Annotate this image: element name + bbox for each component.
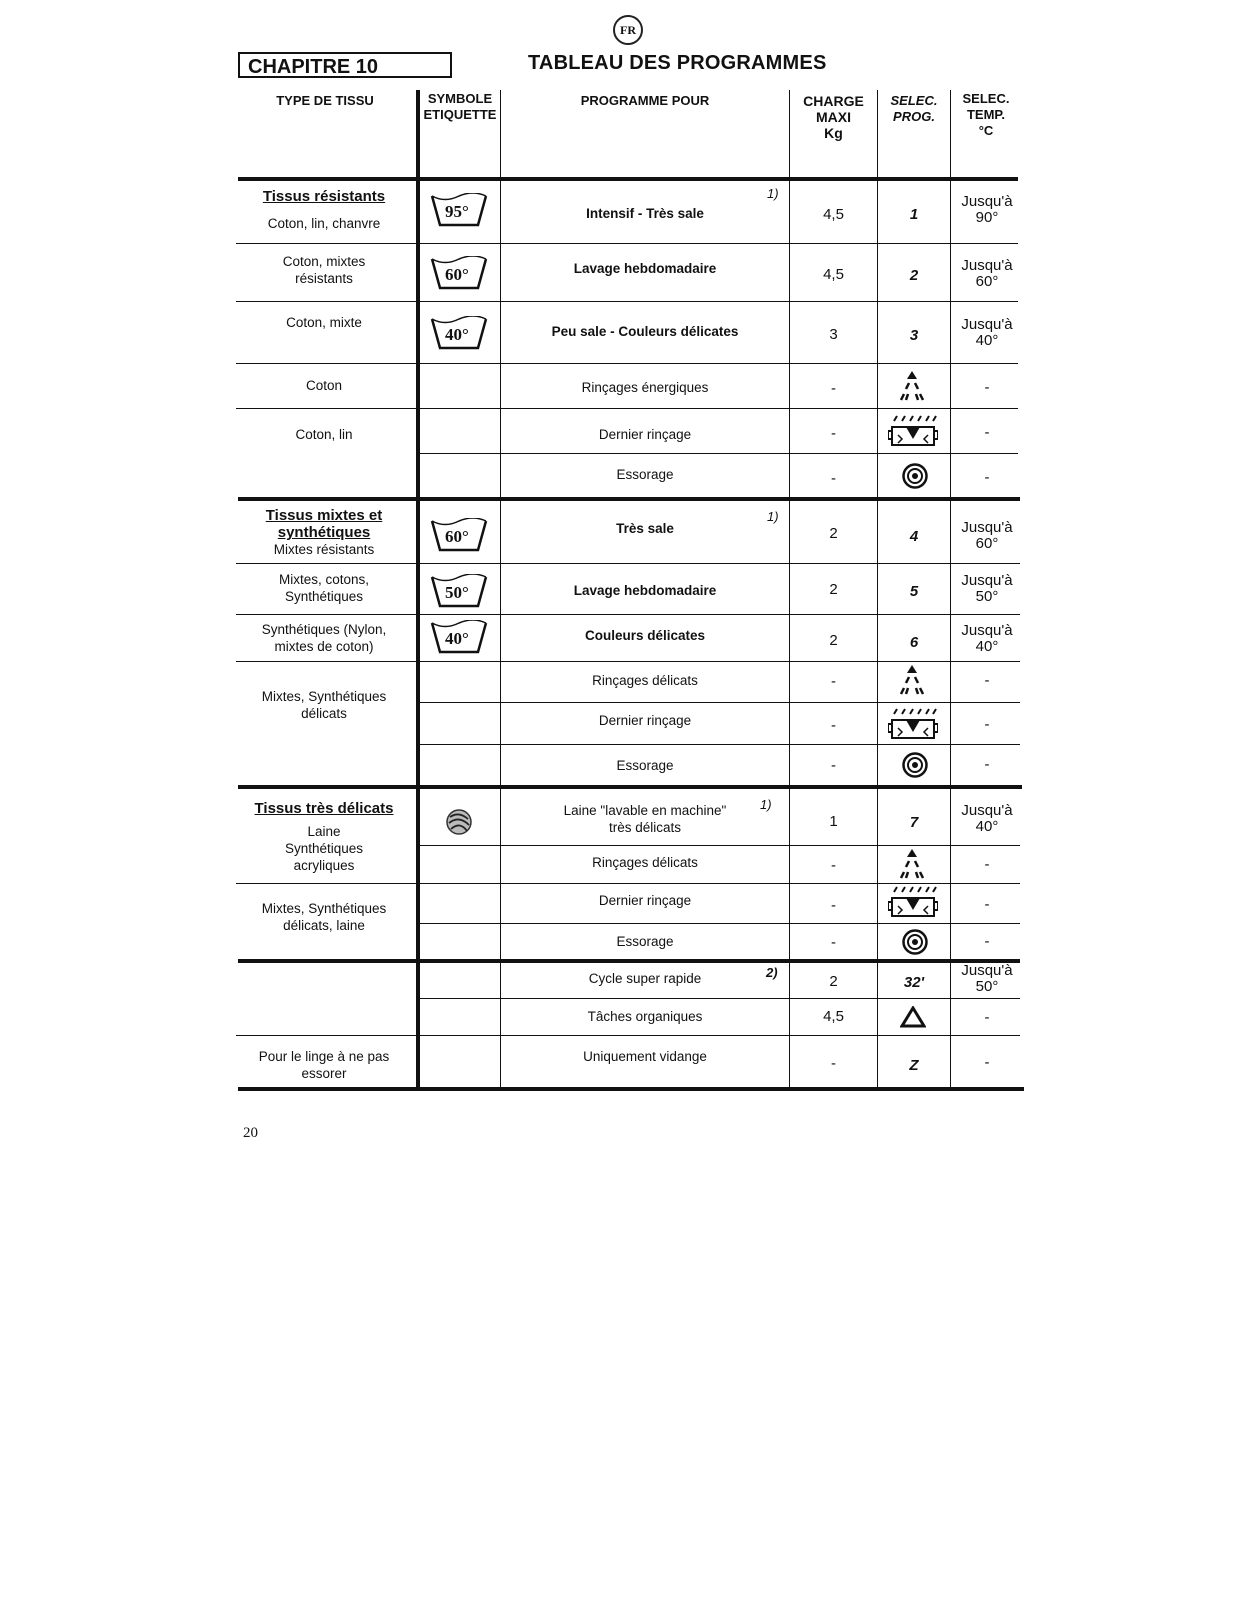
temperature-value: -: [984, 379, 990, 396]
temperature-value: -: [984, 716, 990, 733]
temperature-value: Jusqu'à 50°: [961, 962, 1013, 995]
temperature-value: -: [984, 896, 990, 913]
col-header-program: PROGRAMME POUR: [580, 93, 710, 108]
load-value: -: [831, 469, 836, 487]
spin-icon: [902, 463, 928, 489]
program-label: Cycle super rapide: [588, 970, 702, 986]
fabric-label: Coton, lin, chanvre: [267, 215, 381, 231]
wool-icon: [444, 807, 474, 837]
program-selector: 7: [909, 813, 919, 831]
program-label: Laine "lavable en machine" très délicats: [563, 803, 727, 835]
load-value: -: [831, 933, 836, 951]
col-header-fabric: TYPE DE TISSU: [276, 93, 374, 108]
footnote-ref: 1): [767, 186, 779, 201]
section-title: Tissus mixtes et synthétiques: [265, 507, 383, 541]
fabric-label: Laine Synthétiques acryliques: [284, 823, 364, 873]
load-value: -: [831, 856, 836, 874]
program-label: Lavage hebdomadaire: [573, 582, 717, 598]
spin-icon: [902, 752, 928, 778]
fabric-label: Mixtes, Synthétiques délicats: [261, 689, 387, 721]
load-value: -: [831, 716, 836, 734]
program-label: Très sale: [616, 520, 674, 536]
temperature-value: -: [984, 1054, 990, 1071]
rinse-icon: [894, 848, 930, 880]
last-rinse-icon: [888, 415, 938, 449]
load-value: 1: [829, 812, 838, 830]
fabric-label: Mixtes, Synthétiques délicats, laine: [261, 901, 387, 933]
fabric-label: Mixtes résistants: [273, 541, 375, 557]
section-title: Tissus résistants: [262, 187, 386, 205]
program-selector: 5: [909, 582, 919, 600]
col-header-symbol: SYMBOLE ETIQUETTE: [423, 91, 497, 122]
rinse-icon: [894, 664, 930, 696]
load-value: -: [831, 896, 836, 914]
temperature-value: -: [984, 1009, 990, 1026]
temperature-value: -: [984, 933, 990, 950]
wash-tub-icon: 60°: [430, 518, 488, 554]
load-value: 4,5: [823, 205, 844, 223]
load-value: 4,5: [823, 1007, 844, 1025]
fabric-label: Synthétiques (Nylon, mixtes de coton): [261, 622, 387, 654]
chapter-label: CHAPITRE 10: [238, 52, 452, 78]
footnote-ref: 1): [760, 797, 772, 812]
load-value: 3: [829, 325, 838, 343]
load-value: 2: [829, 972, 838, 990]
footnote-ref: 1): [767, 509, 779, 524]
program-label: Uniquement vidange: [583, 1048, 707, 1064]
temperature-value: Jusqu'à 60°: [961, 519, 1013, 552]
program-label: Lavage hebdomadaire: [573, 260, 717, 276]
program-label: Dernier rinçage: [598, 892, 692, 908]
load-value: -: [831, 672, 836, 690]
fabric-label: Coton: [305, 377, 343, 393]
section-title: Tissus très délicats: [254, 799, 394, 817]
wash-tub-icon: 60°: [430, 256, 488, 292]
program-label: Essorage: [616, 757, 674, 773]
col-header-temp-select: SELEC. TEMP. °C: [962, 91, 1010, 138]
program-label: Essorage: [616, 933, 674, 949]
program-selector: 1: [909, 205, 919, 223]
program-label: Rinçages délicats: [592, 854, 698, 870]
load-value: -: [831, 756, 836, 774]
last-rinse-icon: [888, 886, 938, 920]
program-label: Intensif - Très sale: [586, 205, 704, 221]
col-header-load: CHARGE MAXI Kg: [803, 93, 864, 141]
temperature-value: -: [984, 856, 990, 873]
program-label: Peu sale - Couleurs délicates: [551, 323, 739, 339]
load-value: 2: [829, 580, 838, 598]
program-selector: Z: [909, 1056, 919, 1074]
program-label: Couleurs délicates: [584, 627, 706, 643]
load-value: 2: [829, 631, 838, 649]
country-badge: FR: [613, 15, 643, 45]
program-label: Rinçages délicats: [592, 672, 698, 688]
temperature-value: -: [984, 424, 990, 441]
spin-icon: [902, 929, 928, 955]
program-label: Dernier rinçage: [598, 712, 692, 728]
last-rinse-icon: [888, 708, 938, 742]
wash-tub-icon: 40°: [430, 316, 488, 352]
program-label: Rinçages énergiques: [581, 379, 709, 395]
footnote-ref: 2): [766, 965, 778, 980]
wash-tub-icon: 40°: [430, 620, 488, 656]
load-value: 2: [829, 524, 838, 542]
page-title: TABLEAU DES PROGRAMMES: [528, 52, 827, 74]
temperature-value: Jusqu'à 50°: [961, 572, 1013, 605]
program-selector: 4: [909, 527, 919, 545]
temperature-value: Jusqu'à 40°: [961, 316, 1013, 349]
load-value: -: [831, 379, 836, 397]
col-header-prog-select: SELEC. PROG.: [890, 93, 938, 124]
program-selector: 32': [903, 973, 925, 991]
program-label: Dernier rinçage: [598, 426, 692, 442]
temperature-value: -: [984, 756, 990, 773]
rinse-icon: [894, 370, 930, 402]
program-label: Tâches organiques: [587, 1008, 703, 1024]
load-value: 4,5: [823, 265, 844, 283]
temperature-value: -: [984, 469, 990, 486]
page-number: 20: [243, 1125, 258, 1141]
fabric-label: Pour le linge à ne pas essorer: [258, 1049, 390, 1081]
stain-triangle-icon: [900, 1006, 926, 1028]
program-selector: 6: [909, 633, 919, 651]
fabric-label: Coton, lin: [295, 426, 353, 442]
program-label: Essorage: [616, 466, 674, 482]
temperature-value: Jusqu'à 40°: [961, 802, 1013, 835]
fabric-label: Mixtes, cotons, Synthétiques: [278, 572, 370, 604]
fabric-label: Coton, mixtes résistants: [282, 254, 366, 286]
program-selector: 3: [909, 326, 919, 344]
wash-tub-icon: 50°: [430, 574, 488, 610]
temperature-value: Jusqu'à 90°: [961, 193, 1013, 226]
temperature-value: Jusqu'à 60°: [961, 257, 1013, 290]
temperature-value: -: [984, 672, 990, 689]
load-value: -: [831, 424, 836, 442]
wash-tub-icon: 95°: [430, 193, 488, 229]
load-value: -: [831, 1054, 836, 1072]
program-selector: 2: [909, 266, 919, 284]
fabric-label: Coton, mixte: [286, 314, 362, 330]
temperature-value: Jusqu'à 40°: [961, 622, 1013, 655]
